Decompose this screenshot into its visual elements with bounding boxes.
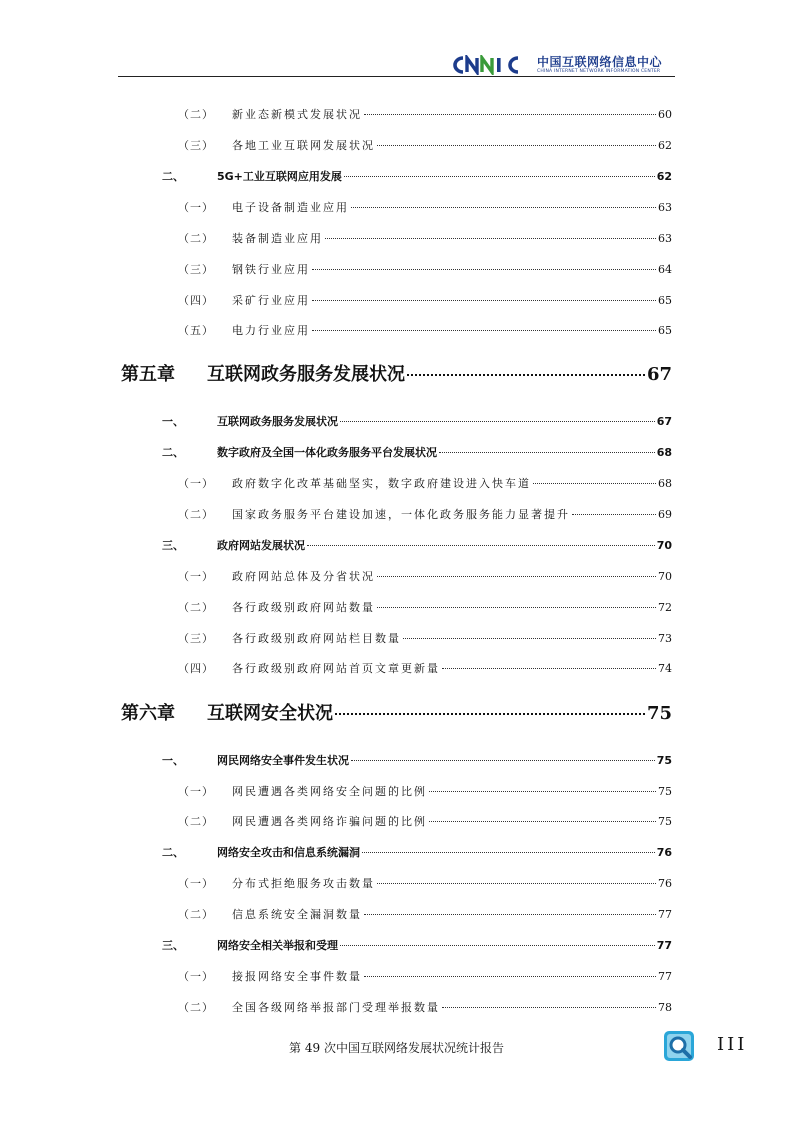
- toc-subsection-row[interactable]: [178, 230, 672, 246]
- toc-subsection-row[interactable]: [178, 199, 672, 215]
- toc-entry-number: （二）: [178, 815, 214, 828]
- toc-entry-page: 74: [658, 662, 672, 675]
- toc-entry-title: 信息系统安全漏洞数量: [232, 908, 362, 921]
- toc-section-row[interactable]: [162, 752, 672, 768]
- toc-dot-leader: [335, 713, 645, 715]
- toc-dot-leader: [572, 514, 656, 515]
- toc-dot-leader: [312, 269, 656, 270]
- toc-entry-title: 国家政务服务平台建设加速，一体化政务服务能力显著提升: [232, 508, 570, 521]
- cnnic-logo: [449, 52, 662, 78]
- toc-dot-leader: [533, 483, 656, 484]
- cnnic-wordmark: [449, 55, 531, 75]
- toc-entry-number: 二、: [162, 170, 184, 183]
- toc-entry-page: 60: [658, 108, 672, 121]
- toc-entry-page: 78: [658, 1001, 672, 1014]
- toc-entry-page: 77: [656, 939, 672, 952]
- org-name-en: CHINA INTERNET NETWORK INFORMATION CENTER: [537, 69, 661, 74]
- toc-dot-leader: [442, 1007, 656, 1008]
- toc-entry-number: （一）: [178, 785, 214, 798]
- toc-entry-title: 装备制造业应用: [232, 232, 323, 245]
- page-number: III: [717, 1034, 748, 1055]
- toc-subsection-row[interactable]: [178, 137, 672, 153]
- toc-entry-page: 70: [658, 570, 672, 583]
- toc-entry-title: 政府网站总体及分省状况: [232, 570, 375, 583]
- toc-entry-title: 网民遭遇各类网络诈骗问题的比例: [232, 815, 427, 828]
- toc-entry-title: 采矿行业应用: [232, 294, 310, 307]
- toc-entry-number: 三、: [162, 939, 184, 952]
- toc-subsection-row[interactable]: [178, 630, 672, 646]
- toc-entry-number: （三）: [178, 139, 214, 152]
- toc-dot-leader: [377, 145, 656, 146]
- toc-entry-number: 第六章: [121, 703, 175, 724]
- toc-entry-page: 63: [658, 232, 672, 245]
- toc-entry-page: 64: [658, 263, 672, 276]
- toc-section-row[interactable]: [162, 844, 672, 860]
- toc-subsection-row[interactable]: [178, 506, 672, 522]
- toc-dot-leader: [377, 607, 656, 608]
- toc-entry-page: 77: [658, 970, 672, 983]
- toc-section-row[interactable]: [162, 168, 672, 184]
- toc-entry-title: 电子设备制造业应用: [232, 201, 349, 214]
- toc-dot-leader: [377, 576, 656, 577]
- toc-entry-page: 65: [658, 324, 672, 337]
- toc-dot-leader: [307, 545, 655, 546]
- toc-subsection-row[interactable]: [178, 261, 672, 277]
- toc-entry-number: （二）: [178, 908, 214, 921]
- toc-dot-leader: [377, 883, 656, 884]
- magnifier-logo-icon: [663, 1030, 695, 1062]
- toc-entry-number: （二）: [178, 108, 214, 121]
- toc-dot-leader: [312, 330, 656, 331]
- toc-entry-page: 72: [658, 601, 672, 614]
- toc-dot-leader: [429, 821, 656, 822]
- toc-entry-title: 各行政级别政府网站数量: [232, 601, 375, 614]
- toc-entry-title: 钢铁行业应用: [232, 263, 310, 276]
- toc-entry-title: 政府网站发展状况: [217, 539, 305, 552]
- toc-section-row[interactable]: [162, 413, 672, 429]
- toc-section-row[interactable]: [162, 537, 672, 553]
- toc-entry-page: 69: [658, 508, 672, 521]
- toc-dot-leader: [340, 945, 655, 946]
- toc-entry-number: 二、: [162, 846, 184, 859]
- toc-entry-page: 63: [658, 201, 672, 214]
- toc-entry-page: 76: [658, 877, 672, 890]
- toc-section-row[interactable]: [162, 937, 672, 953]
- toc-subsection-row[interactable]: [178, 292, 672, 308]
- toc-dot-leader: [351, 760, 655, 761]
- toc-entry-page: 67: [646, 364, 672, 385]
- toc-entry-title: 各行政级别政府网站首页文章更新量: [232, 662, 440, 675]
- toc-entry-page: 62: [658, 139, 672, 152]
- toc-entry-number: （一）: [178, 201, 214, 214]
- toc-entry-page: 62: [656, 170, 672, 183]
- toc-dot-leader: [439, 452, 655, 453]
- header-divider: [118, 76, 675, 77]
- toc-entry-title: 互联网政务服务发展状况: [217, 415, 338, 428]
- toc-entry-page: 68: [656, 446, 672, 459]
- toc-subsection-row[interactable]: [178, 106, 672, 122]
- toc-entry-page: 65: [658, 294, 672, 307]
- toc-entry-page: 68: [658, 477, 672, 490]
- toc-entry-title: 接报网络安全事件数量: [232, 970, 362, 983]
- toc-entry-number: （一）: [178, 877, 214, 890]
- toc-entry-title: 5G+工业互联网应用发展: [217, 170, 342, 183]
- toc-dot-leader: [312, 300, 656, 301]
- toc-dot-leader: [344, 176, 655, 177]
- toc-entry-number: 一、: [162, 415, 184, 428]
- toc-entry-number: 二、: [162, 446, 184, 459]
- toc-dot-leader: [340, 421, 655, 422]
- toc-entry-number: （三）: [178, 263, 214, 276]
- toc-entry-number: （二）: [178, 601, 214, 614]
- toc-entry-number: （四）: [178, 662, 214, 675]
- toc-entry-title: 全国各级网络举报部门受理举报数量: [232, 1001, 440, 1014]
- toc-entry-title: 互联网安全状况: [207, 703, 333, 724]
- toc-subsection-row[interactable]: [178, 475, 672, 491]
- toc-entry-page: 76: [656, 846, 672, 859]
- toc-entry-number: （五）: [178, 324, 214, 337]
- toc-dot-leader: [403, 638, 656, 639]
- toc-entry-page: 75: [646, 703, 672, 724]
- toc-entry-number: （二）: [178, 508, 214, 521]
- toc-subsection-row[interactable]: [178, 875, 672, 891]
- toc-entry-number: （一）: [178, 477, 214, 490]
- toc-entry-page: 75: [658, 815, 672, 828]
- toc-entry-number: （三）: [178, 632, 214, 645]
- toc-dot-leader: [362, 852, 655, 853]
- toc-entry-number: （二）: [178, 232, 214, 245]
- toc-entry-title: 新业态新模式发展状况: [232, 108, 362, 121]
- toc-dot-leader: [429, 791, 656, 792]
- toc-subsection-row[interactable]: [178, 999, 672, 1015]
- toc-entry-number: （一）: [178, 970, 214, 983]
- toc-entry-page: 67: [656, 415, 672, 428]
- toc-dot-leader: [442, 668, 656, 669]
- toc-entry-number: （四）: [178, 294, 214, 307]
- toc-entry-title: 分布式拒绝服务攻击数量: [232, 877, 375, 890]
- org-name-cn: 中国互联网络信息中心: [537, 55, 663, 69]
- toc-entry-title: 政府数字化改革基础坚实，数字政府建设进入快车道: [232, 477, 531, 490]
- toc-chapter-row[interactable]: [121, 360, 672, 386]
- toc-entry-number: 三、: [162, 539, 184, 552]
- toc-dot-leader: [364, 976, 656, 977]
- toc-dot-leader: [364, 914, 656, 915]
- toc-entry-title: 电力行业应用: [232, 324, 310, 337]
- toc-subsection-row[interactable]: [178, 968, 672, 984]
- toc-chapter-row[interactable]: [121, 699, 672, 725]
- toc-entry-title: 网络安全攻击和信息系统漏洞: [217, 846, 360, 859]
- toc-entry-title: 网络安全相关举报和受理: [217, 939, 338, 952]
- toc-entry-title: 互联网政务服务发展状况: [207, 364, 405, 385]
- toc-subsection-row[interactable]: [178, 906, 672, 922]
- footer-report-title: 第 49 次中国互联网络发展状况统计报告: [289, 1041, 504, 1055]
- toc-entry-page: 70: [656, 539, 672, 552]
- toc-subsection-row[interactable]: [178, 322, 672, 338]
- toc-subsection-row[interactable]: [178, 660, 672, 676]
- toc-subsection-row[interactable]: [178, 599, 672, 615]
- toc-subsection-row[interactable]: [178, 568, 672, 584]
- toc-entry-page: 75: [656, 754, 672, 767]
- toc-entry-number: （二）: [178, 1001, 214, 1014]
- toc-entry-number: 第五章: [121, 364, 175, 385]
- toc-entry-title: 各地工业互联网发展状况: [232, 139, 375, 152]
- toc-dot-leader: [364, 114, 656, 115]
- toc-entry-title: 数字政府及全国一体化政务服务平台发展状况: [217, 446, 437, 459]
- toc-entry-page: 73: [658, 632, 672, 645]
- toc-subsection-row[interactable]: [178, 813, 672, 829]
- toc-entry-title: 各行政级别政府网站栏目数量: [232, 632, 401, 645]
- toc-entry-page: 75: [658, 785, 672, 798]
- toc-entry-number: （一）: [178, 570, 214, 583]
- toc-subsection-row[interactable]: [178, 783, 672, 799]
- toc-entry-page: 77: [658, 908, 672, 921]
- toc-entry-title: 网民遭遇各类网络安全问题的比例: [232, 785, 427, 798]
- toc-section-row[interactable]: [162, 444, 672, 460]
- toc-dot-leader: [325, 238, 656, 239]
- toc-entry-title: 网民网络安全事件发生状况: [217, 754, 349, 767]
- toc-dot-leader: [351, 207, 656, 208]
- toc-dot-leader: [407, 374, 645, 376]
- toc-entry-number: 一、: [162, 754, 184, 767]
